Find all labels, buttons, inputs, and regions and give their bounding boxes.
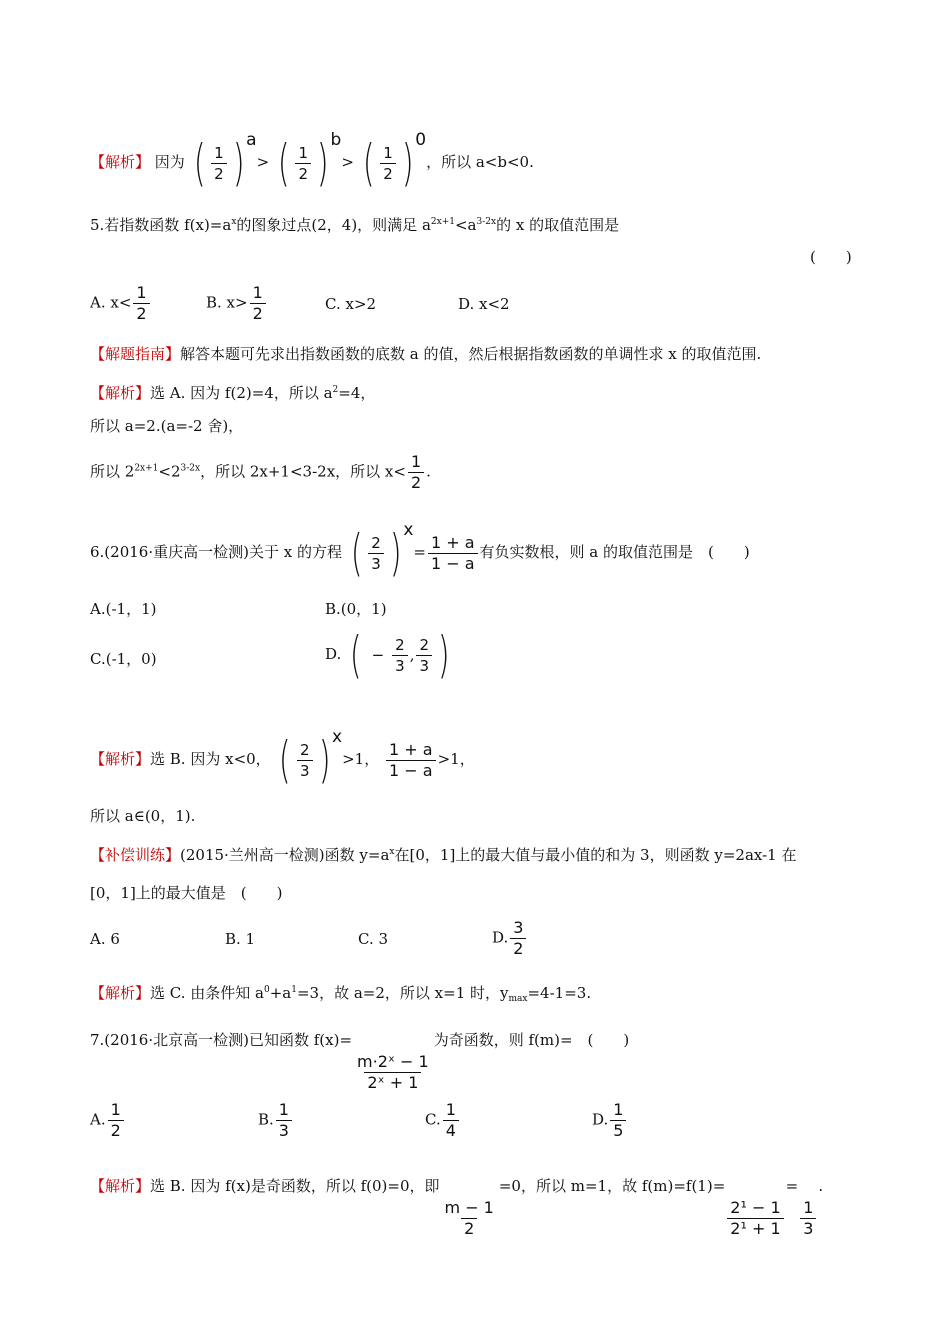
analysis-tag: 【解析】 xyxy=(90,153,151,171)
supp-option-b: B. 1 xyxy=(225,930,256,948)
analysis-tag: 【解析】 xyxy=(90,984,151,1002)
paren-half-b: ( $\frac{1}{2}$ ) xyxy=(277,134,329,192)
exp-a: a xyxy=(246,130,257,150)
supp-stem-1: 【补偿训练】(2015·兰州高一检测)函数 $y=a^x$在[0，1]上的最大值与最小值的和为 3，则函数 y=2ax-1 在 xyxy=(90,846,797,864)
q7-option-b: B. $\frac{1}{3}$ xyxy=(258,1100,294,1141)
q5-analysis-1: 【解析】选 A. 因为 f(2)=4，所以 $a^2=4$， xyxy=(90,384,376,402)
q4-prefix: 因为 xyxy=(154,153,185,171)
guide-tag: 【解题指南】 xyxy=(90,345,181,363)
q7-option-a: A. $\frac{1}{2}$ xyxy=(90,1100,126,1141)
analysis-tag: 【解析】 xyxy=(90,750,151,768)
q5-answer-paren: ( ) xyxy=(810,248,852,266)
paren-half-a: ( $\frac{1}{2}$ ) xyxy=(193,134,245,192)
q5-stem: 5.若指数函数 $f(x)=a^x$的图象过点(2，4)，则满足 $a^{2x+1}<a^{3-2x}$的 x 的取值范围是 xyxy=(90,216,620,234)
q7-analysis: 【解析】选 B. 因为 f(x)是奇函数，所以 f(0)=0，即 $\frac{m - 1}{2}$ =0，所以 m=1，故 f(m)=f(1)= $\frac{\text{2¹ − 1}}{\text{2¹ + 1}}$ = $\frac{1}{3}$ . xyxy=(90,1177,824,1238)
q6-option-a: A.(-1，1) xyxy=(90,600,157,618)
supp-option-d: D. $\frac{3}{2}$ xyxy=(492,918,528,959)
q6-option-d: D. ( − $\frac{2}{3}$ , $\frac{2}{3}$ ) xyxy=(325,626,450,684)
q6-option-c: C.(-1，0) xyxy=(90,650,157,668)
q4-conclusion: ，所以 a<b<0. xyxy=(426,153,534,171)
q5-option-b: B. x> $\frac{1}{2}$ xyxy=(206,283,268,324)
q6-stem: 6.(2016·重庆高一检测)关于 x 的方程 ( $\frac{2}{3}$ ) x= $\frac{1 + a}{1 - a}$ 有负实数根，则 a 的取值范围是 ( ) xyxy=(90,520,750,582)
q5-guide: 【解题指南】解答本题可先求出指数函数的底数 a 的值，然后根据指数函数的单调性求 x 的取值范围. xyxy=(90,345,762,363)
q4-analysis-line: 【解析】 因为 ( $\frac{1}{2}$ ) a> ( $\frac{1}{2}$ ) b> ( $\frac{1}{2}$ ) 0，所以 a<b<0. xyxy=(90,130,534,192)
q5-option-d: D. x<2 xyxy=(458,295,510,313)
q7-stem: 7.(2016·北京高一检测)已知函数 f(x)= $\frac{\text{m·2ˣ − 1}}{\text{2ˣ + 1}}$ 为奇函数，则 f(m)= ( ) xyxy=(90,1031,630,1092)
supp-analysis: 【解析】选 C. 由条件知 $a^0+a^1=3$，故 a=2，所以 x=1 时，$y_{max}=4-1=3$. xyxy=(90,984,592,1004)
q5-option-a: A. x< $\frac{1}{2}$ xyxy=(90,283,152,324)
analysis-tag: 【解析】 xyxy=(90,384,151,402)
supp-option-a: A. 6 xyxy=(90,930,120,948)
analysis-tag: 【解析】 xyxy=(90,1177,151,1195)
paren-half-0: ( $\frac{1}{2}$ ) xyxy=(362,134,414,192)
q7-option-d: D. $\frac{1}{5}$ xyxy=(592,1100,628,1141)
q6-analysis-2: 所以 a∈(0，1). xyxy=(90,807,196,825)
q6-option-b: B.(0，1) xyxy=(325,600,387,618)
exp-0: 0 xyxy=(415,130,427,150)
q6-analysis-1: 【解析】选 B. 因为 x<0， ( $\frac{2}{3}$ ) x>1， $\frac{1 + a}{1 - a}$ >1， xyxy=(90,727,475,789)
q7-option-c: C. $\frac{1}{4}$ xyxy=(425,1100,461,1141)
q5-option-c: C. x>2 xyxy=(325,295,377,313)
q5-analysis-3: 所以 $2^{2x+1}<2^{3-2x}$，所以 2x+1<3-2x，所以 x< $\frac{1}{2}$ . xyxy=(90,452,431,492)
supplement-tag: 【补偿训练】 xyxy=(90,846,181,864)
q5-analysis-2: 所以 a=2.(a=-2 舍)， xyxy=(90,417,244,435)
supp-stem-2: [0，1]上的最大值是 ( ) xyxy=(90,884,283,902)
supp-option-c: C. 3 xyxy=(358,930,389,948)
exp-b: b xyxy=(330,130,342,150)
